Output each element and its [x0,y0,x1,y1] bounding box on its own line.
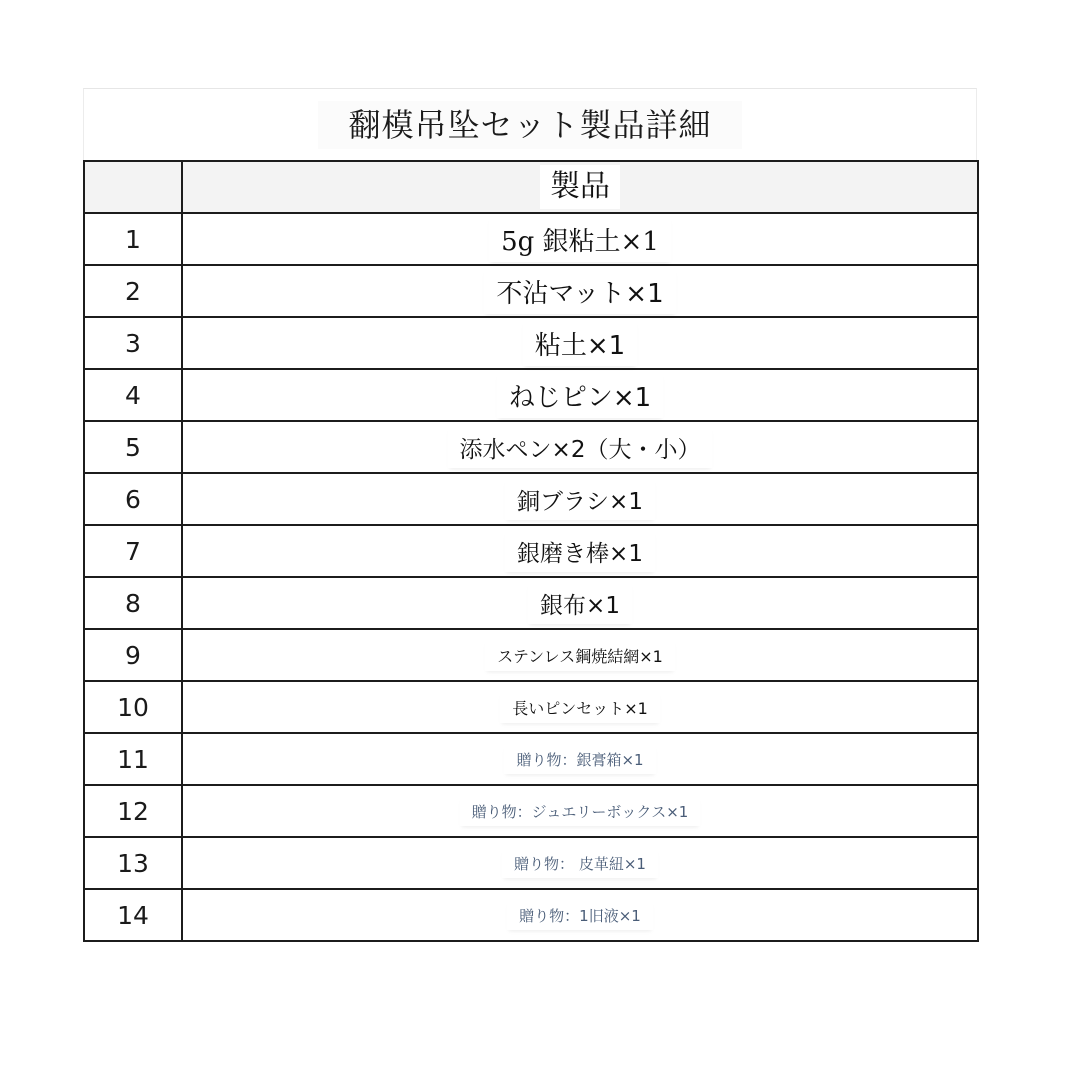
row-number: 7 [84,525,182,577]
row-number: 6 [84,473,182,525]
product-table [83,160,979,942]
row-item: 銀磨き棒×1 [505,531,655,572]
row-number: 4 [84,369,182,421]
row-item: 贈り物：銀膏箱×1 [504,745,655,774]
header-product-cell [182,161,978,213]
table-row [84,681,978,733]
row-item: 贈り物： 皮革紐×1 [502,849,658,878]
table-header-row [84,161,978,213]
row-item: 贈り物：ジュエリーボックス×1 [460,797,701,826]
table-row [84,213,978,265]
row-number: 13 [84,837,182,889]
table-row [84,837,978,889]
row-number: 10 [84,681,182,733]
row-number: 14 [84,889,182,941]
row-number: 2 [84,265,182,317]
row-item: ステンレス鋼焼結網×1 [485,640,675,671]
row-item-cell [182,889,978,941]
row-item-cell [182,473,978,525]
row-item: 添水ペン×2（大・小） [448,427,713,468]
row-number: 9 [84,629,182,681]
row-item-cell [182,733,978,785]
row-item: 5g 銀粘土×1 [489,217,671,262]
row-item-cell [182,785,978,837]
row-item: 銅ブラシ×1 [505,479,655,520]
row-number: 5 [84,421,182,473]
row-number: 12 [84,785,182,837]
table-row [84,525,978,577]
row-item: 粘土×1 [523,321,637,366]
table-row [84,369,978,421]
product-sheet [83,88,977,942]
row-number: 3 [84,317,182,369]
row-item-cell [182,213,978,265]
row-item-cell [182,317,978,369]
row-item: 長いピンセット×1 [500,692,660,723]
header-product-label: 製品 [540,165,620,209]
page-title: 翻模吊坠セット製品詳細 [318,101,741,149]
row-item: 贈り物：1旧液×1 [507,901,653,930]
table-row [84,785,978,837]
row-item-cell [182,265,978,317]
row-item-cell [182,577,978,629]
row-item-cell [182,681,978,733]
row-item: 不沾マット×1 [484,269,675,314]
table-row [84,421,978,473]
row-item-cell [182,837,978,889]
table-row [84,629,978,681]
table-row [84,473,978,525]
table-row [84,317,978,369]
title-box [83,88,977,160]
row-item: ねじピン×1 [497,373,663,418]
row-item: 銀布×1 [528,583,632,624]
row-number: 8 [84,577,182,629]
row-item-cell [182,629,978,681]
row-item-cell [182,369,978,421]
table-row [84,889,978,941]
row-number: 1 [84,213,182,265]
header-number-cell [84,161,182,213]
row-number: 11 [84,733,182,785]
table-row [84,733,978,785]
row-item-cell [182,421,978,473]
table-row [84,265,978,317]
row-item-cell [182,525,978,577]
table-row [84,577,978,629]
